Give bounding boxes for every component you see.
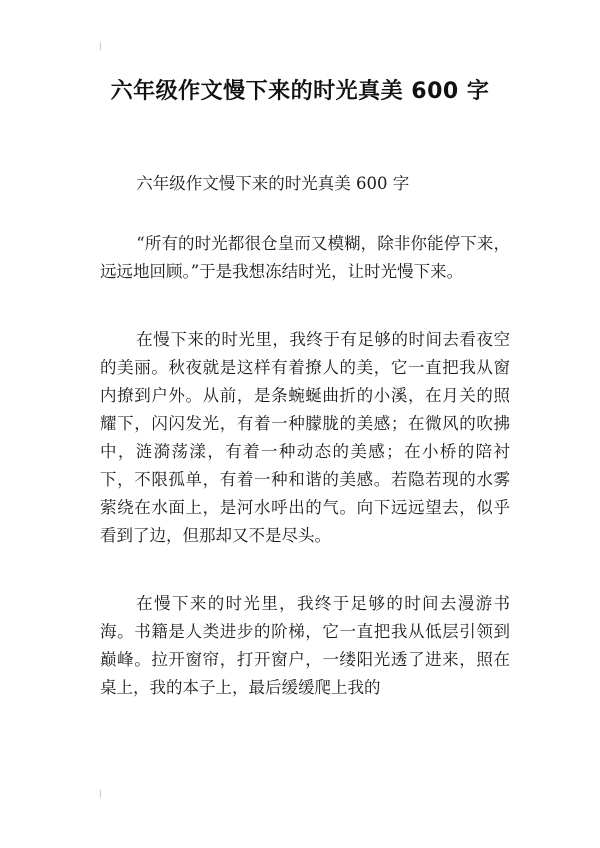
document-subtitle: 六年级作文慢下来的时光真美 600 字 (136, 174, 410, 193)
paragraph-2: 在慢下来的时光里，我终于有足够的时间去看夜空的美丽。秋夜就是这样有着撩人的美，它一直把我从窗内撩到户外。从前，是条蜿蜒曲折的小溪，在月关的照耀下，闪闪发光，有着一种朦胧的美感；在微风的吹拂中，涟漪荡漾，有着一种动态的美感；在小桥的陪衬下，不限孤单，有着一种和谐的美感。若隐若现的水雾萦绕在水面上，是河水呼出的气。向下远远望去，似乎看到了边，但那却又不是尽头。 (100, 330, 510, 545)
paragraph-3: 在慢下来的时光里，我终于足够的时间去漫游书海。书籍是人类进步的阶梯，它一直把我从低层引领到巅峰。拉开窗帘，打开窗户，一缕阳光透了进来，照在桌上，我的本子上，最后缓缓爬上我的 (100, 594, 510, 697)
paragraph-1: “所有的时光都很仓皇而又模糊，除非你能停下来，远远地回顾。”于是我想冻结时光，让时光慢下来。 (100, 234, 510, 281)
document-body (100, 170, 510, 702)
page-corner-mark (100, 790, 101, 798)
page-corner-mark (100, 42, 101, 50)
document-title: 六年级作文慢下来的时光真美 600 字 (110, 79, 490, 104)
